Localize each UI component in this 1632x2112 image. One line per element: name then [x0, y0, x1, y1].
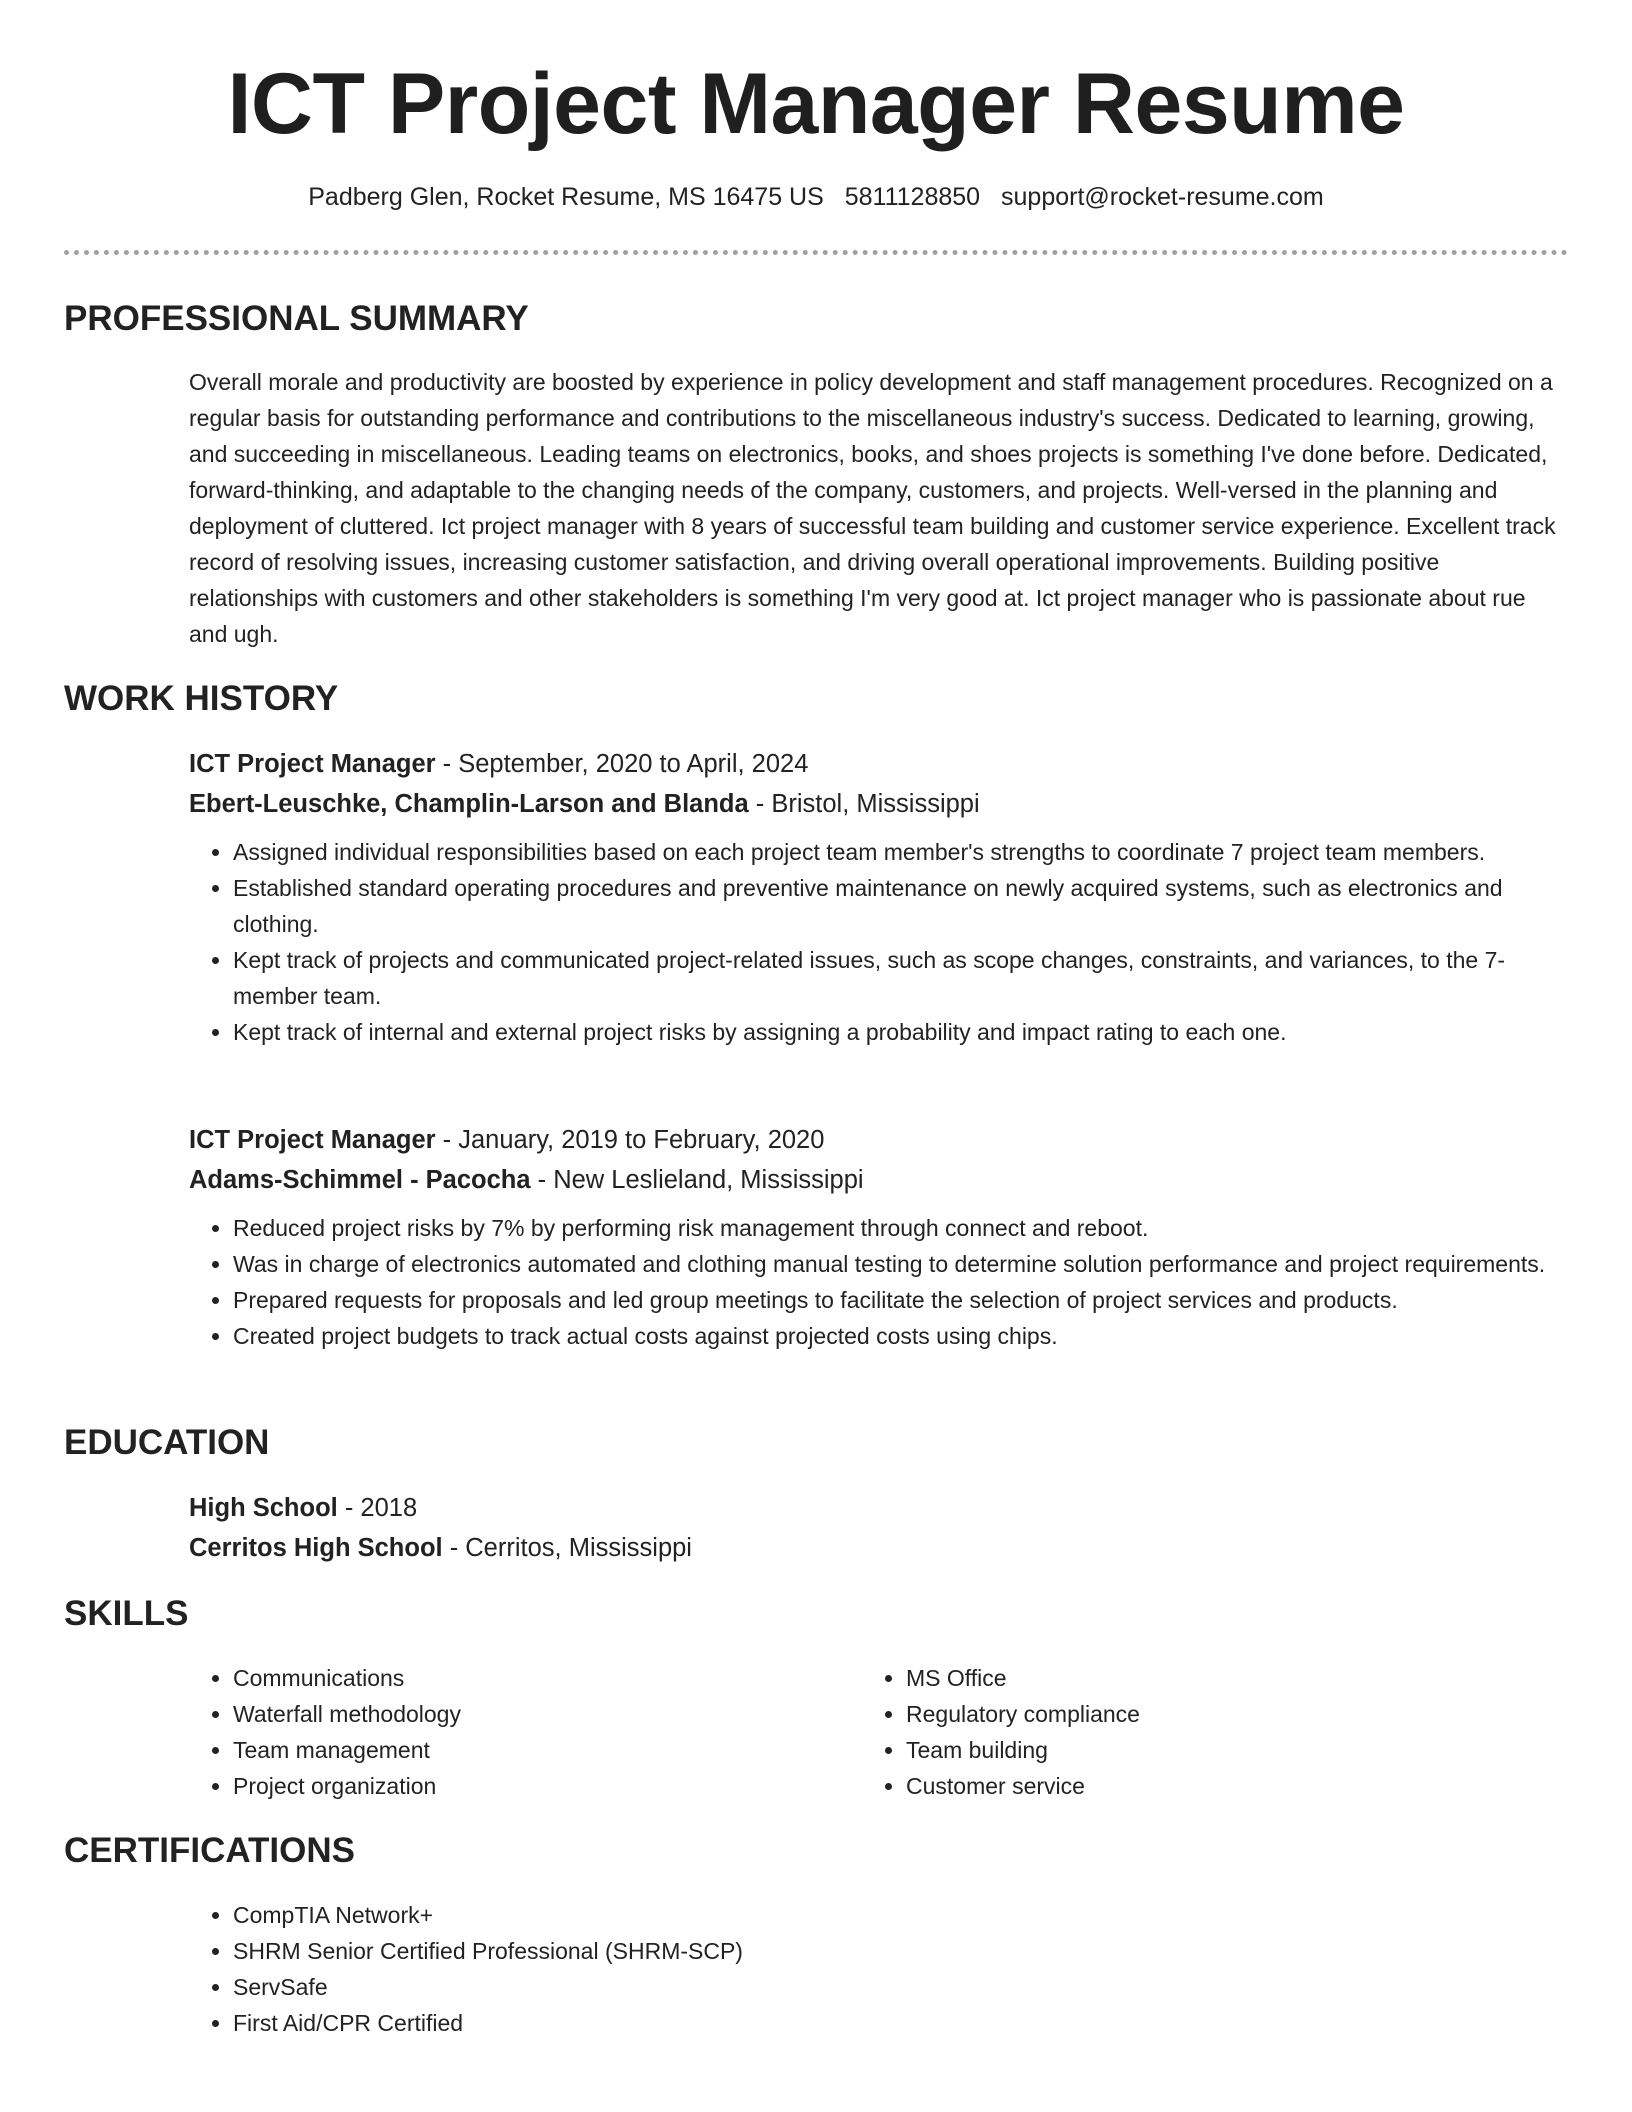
skills-list [189, 1660, 809, 1804]
job-bullet: • Created project budgets to track actual costs against projected costs using chips. [233, 1318, 1570, 1354]
job-bullet: • Reduced project risks by 7% by performing risk management through connect and reboot. [233, 1210, 1570, 1246]
job-bullet: • Was in charge of electronics automated and clothing manual testing to determine solution performance and project requirements. [233, 1246, 1570, 1282]
job-company: Adams-Schimmel - Pacocha [189, 1166, 531, 1194]
job-bullet: • Prepared requests for proposals and led group meetings to facilitate the selection of project services and products. [233, 1282, 1570, 1318]
skill-item: • Team management [233, 1732, 809, 1768]
summary-heading: PROFESSIONAL SUMMARY [64, 299, 529, 338]
education-location: - Cerritos, Mississippi [442, 1534, 692, 1562]
job-title: ICT Project Manager [189, 750, 436, 778]
job-bullets [189, 834, 1570, 1050]
job-entry [189, 1120, 1570, 1354]
job-bullets [189, 1210, 1570, 1354]
education-year: - 2018 [337, 1494, 418, 1522]
job-dates: - January, 2019 to February, 2020 [435, 1126, 825, 1154]
contact-phone: 5811128850 [844, 183, 981, 211]
certification-item: • First Aid/CPR Certified [233, 2005, 1570, 2041]
job-location: - Bristol, Mississippi [748, 790, 980, 818]
job-company: Ebert-Leuschke, Champlin-Larson and Blanda [189, 790, 749, 818]
skills-right-column [862, 1660, 1482, 1804]
job-bullet: • Assigned individual responsibilities based on each project team member's strengths to coordinate 7 project team members. [233, 834, 1570, 870]
skill-item: • Communications [233, 1660, 809, 1696]
summary-section [189, 364, 1570, 652]
skill-item: • Regulatory compliance [906, 1696, 1482, 1732]
job-bullet: • Established standard operating procedures and preventive maintenance on newly acquired systems, such as electronics and clothing. [233, 870, 1570, 942]
education-school: Cerritos High School [189, 1534, 443, 1562]
contact-email: support@rocket-resume.com [1001, 183, 1324, 211]
header-divider [64, 250, 1568, 255]
job-title-line [189, 744, 1570, 784]
resume-title: ICT Project Manager Resume [227, 56, 1405, 152]
skills-heading: SKILLS [64, 1594, 189, 1633]
work-history-heading: WORK HISTORY [64, 679, 339, 718]
skill-item: • Customer service [906, 1768, 1482, 1804]
skills-list [862, 1660, 1482, 1804]
certifications-list [189, 1897, 1570, 2041]
summary-text: Overall morale and productivity are boosted by experience in policy development and staff management procedures. Recognized on a regular basis for outstanding performance and contributions to the miscellaneous industry's success. Dedicated to learning, growing, and succeeding in miscellaneous. Leading teams on electronics, books, and shoes projects is something I've done before. Dedicated, forward-thinking, and adaptable to the changing needs of the company, customers, and projects. Well-versed in the planning and deployment of cluttered. Ict project manager with 8 years of successful team building and customer service experience. Excellent track record of resolving issues, increasing customer satisfaction, and driving overall operational improvements. Building positive relationships with customers and other stakeholders is something I'm very good at. Ict project manager who is passionate about rue and ugh. [189, 369, 1556, 647]
job-bullet: • Kept track of internal and external project risks by assigning a probability and impact rating to each one. [233, 1014, 1570, 1050]
skill-item: • MS Office [906, 1660, 1482, 1696]
education-degree: High School [189, 1494, 338, 1522]
job-dates: - September, 2020 to April, 2024 [435, 750, 809, 778]
job-entry [189, 744, 1570, 1050]
job-company-line [189, 1160, 1570, 1200]
job-location: - New Leslieland, Mississippi [530, 1166, 864, 1194]
certification-item: • CompTIA Network+ [233, 1897, 1570, 1933]
job-title: ICT Project Manager [189, 1126, 436, 1154]
certifications-heading: CERTIFICATIONS [64, 1831, 356, 1870]
certification-item: • SHRM Senior Certified Professional (SHRM-SCP) [233, 1933, 1570, 1969]
job-bullet: • Kept track of projects and communicated project-related issues, such as scope changes, constraints, and variances, to the 7-member team. [233, 942, 1570, 1014]
skill-item: • Waterfall methodology [233, 1696, 809, 1732]
job-title-line [189, 1120, 1570, 1160]
skills-left-column [189, 1660, 809, 1804]
education-heading: EDUCATION [64, 1423, 270, 1462]
contact-address: Padberg Glen, Rocket Resume, MS 16475 US [308, 183, 824, 211]
certification-item: • ServSafe [233, 1969, 1570, 2005]
education-entry [189, 1488, 1570, 1568]
certifications-section [189, 1897, 1570, 2041]
skill-item: • Project organization [233, 1768, 809, 1804]
education-school-line [189, 1528, 1570, 1568]
contact-info [0, 180, 1632, 214]
education-degree-line [189, 1488, 1570, 1528]
skill-item: • Team building [906, 1732, 1482, 1768]
job-company-line [189, 784, 1570, 824]
